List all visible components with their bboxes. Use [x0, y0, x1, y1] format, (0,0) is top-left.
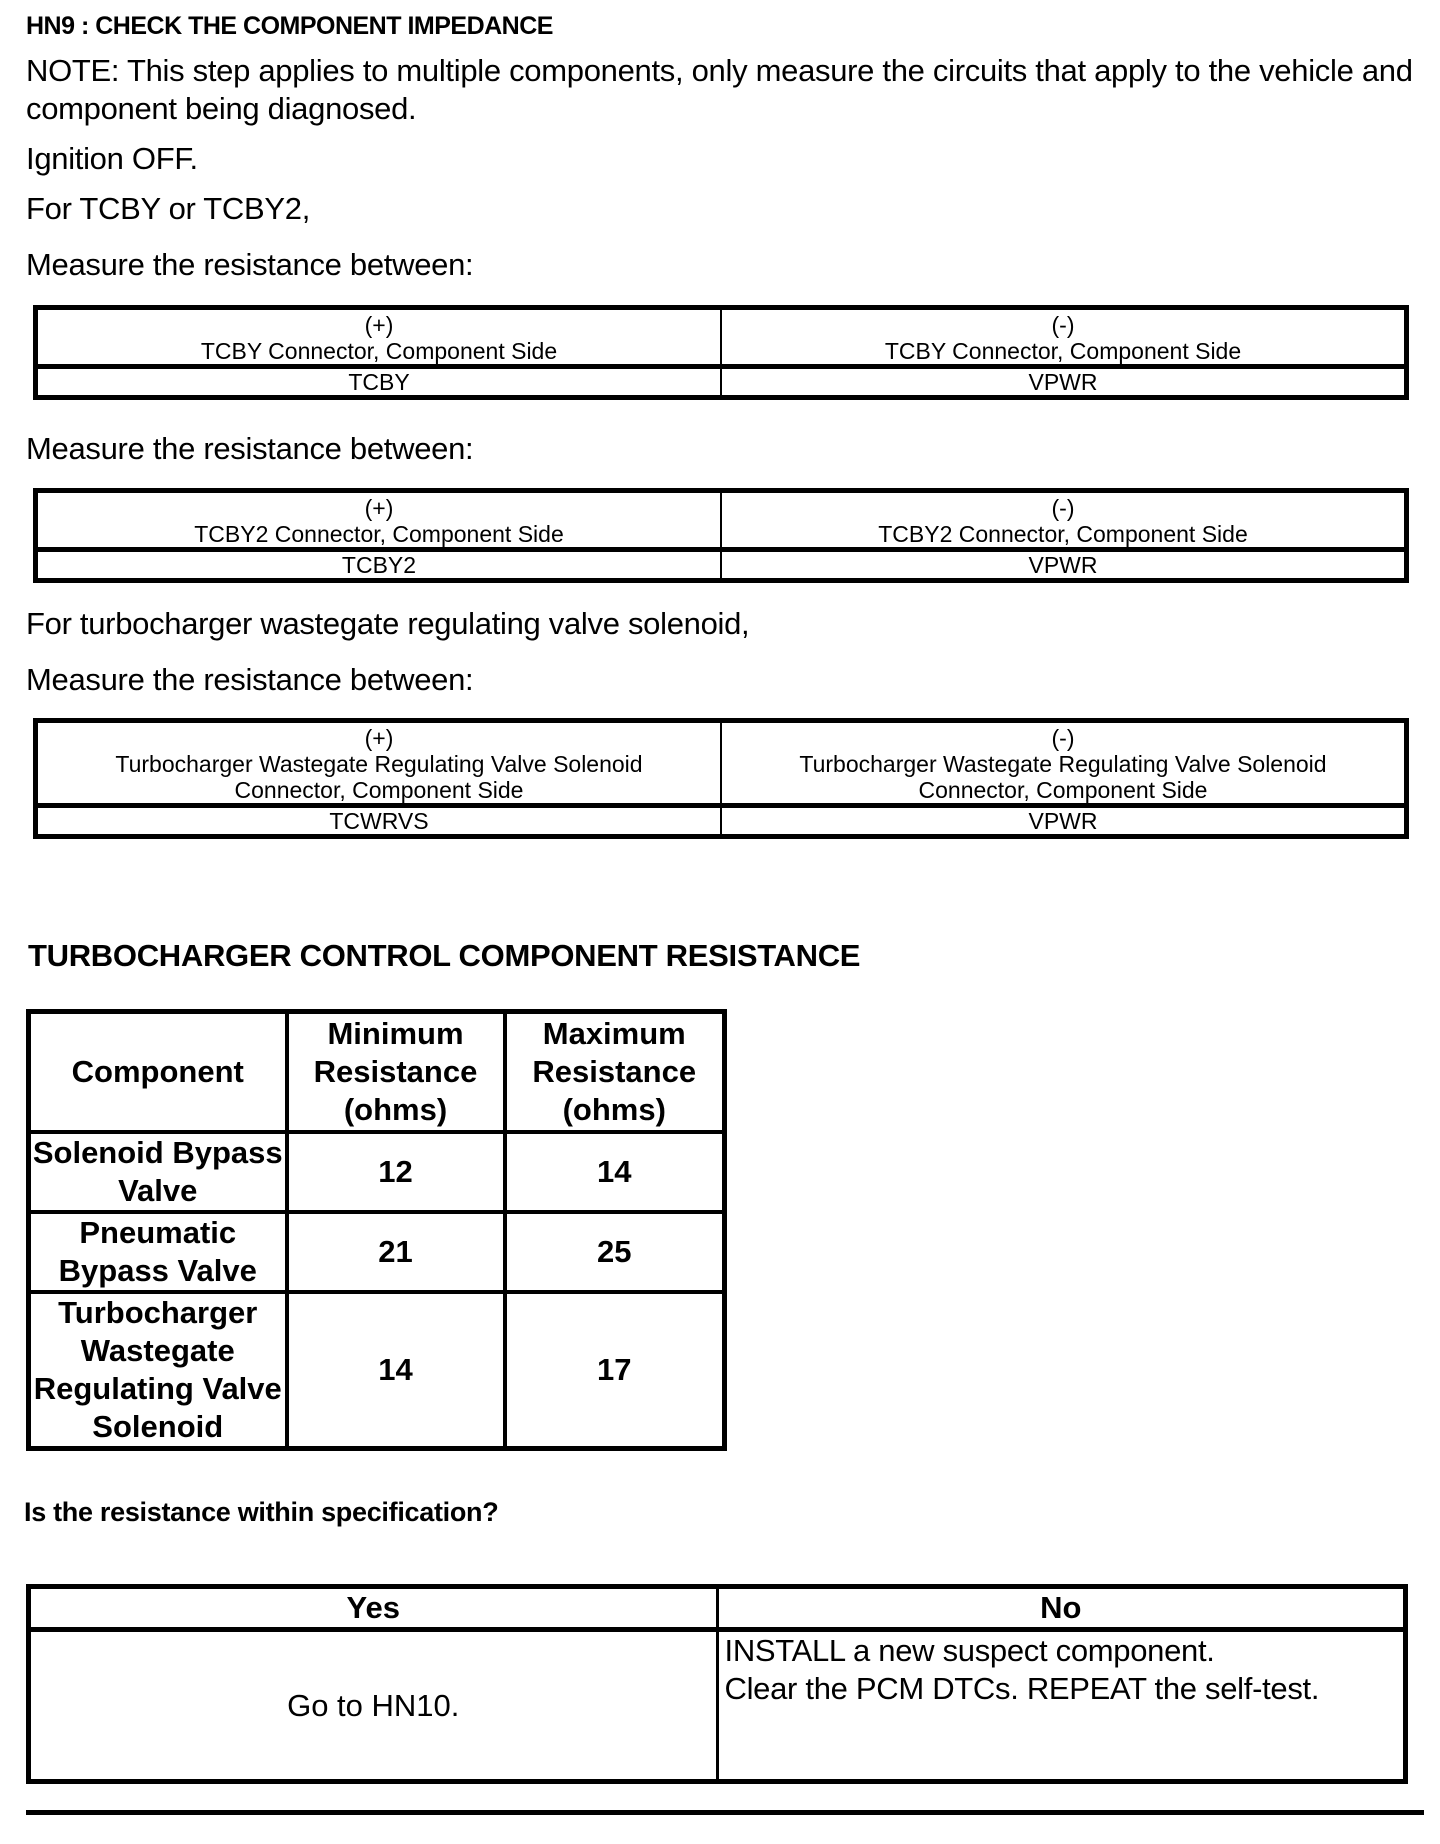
- minus-sign: (-): [1051, 725, 1075, 751]
- minus-connector-label: TCBY2 Connector, Component Side: [878, 521, 1248, 547]
- ignition-instruction: Ignition OFF.: [26, 141, 198, 176]
- table-row: [36, 367, 1407, 398]
- plus-sign: (+): [364, 725, 394, 751]
- decision-table: [26, 1584, 1408, 1784]
- no-action-cell: [717, 1630, 1406, 1782]
- max-resistance: 25: [505, 1212, 725, 1292]
- bottom-divider: [26, 1810, 1424, 1815]
- minus-sign: (-): [1051, 312, 1075, 338]
- step-title: HN9 : CHECK THE COMPONENT IMPEDANCE: [26, 12, 553, 40]
- plus-connector-cell: [36, 721, 722, 806]
- plus-connector-label-cont: Connector, Component Side: [234, 777, 524, 803]
- minus-connector-cell: [721, 308, 1407, 367]
- min-resistance: 12: [287, 1132, 505, 1212]
- measure-label: Measure the resistance between:: [26, 662, 474, 697]
- plus-connector-label: TCBY Connector, Component Side: [200, 338, 558, 364]
- minus-pin: VPWR: [721, 806, 1407, 837]
- tcwrvs-measurement-table: [33, 718, 1409, 839]
- table-header-row: [29, 1012, 725, 1133]
- minus-connector-label: TCBY Connector, Component Side: [884, 338, 1242, 364]
- measure-label: Measure the resistance between:: [26, 247, 474, 282]
- header-component: Component: [29, 1012, 287, 1133]
- minus-pin: VPWR: [721, 550, 1407, 581]
- table-row: [36, 308, 1407, 367]
- turbo-applicability: For turbocharger wastegate regulating valve solenoid,: [26, 606, 750, 641]
- table-row: [36, 491, 1407, 550]
- table-row: [36, 721, 1407, 806]
- plus-connector-cell: [36, 491, 722, 550]
- table-row: [36, 806, 1407, 837]
- minus-pin: VPWR: [721, 367, 1407, 398]
- decision-question: Is the resistance within specification?: [24, 1497, 499, 1527]
- plus-pin: TCWRVS: [329, 808, 429, 834]
- component-name: Pneumatic Bypass Valve: [29, 1212, 287, 1292]
- plus-sign: (+): [364, 312, 394, 338]
- yes-action-link[interactable]: Go to HN10.: [287, 1687, 460, 1723]
- table-header-row: [29, 1587, 1406, 1630]
- no-action-line-1: INSTALL a new suspect component.: [724, 1633, 1215, 1668]
- table-row: [29, 1212, 725, 1292]
- header-max-resistance: Maximum Resistance (ohms): [505, 1012, 725, 1133]
- minus-sign: (-): [1051, 495, 1075, 521]
- no-action-line-2: Clear the PCM DTCs. REPEAT the self-test.: [724, 1671, 1320, 1706]
- no-header: No: [717, 1587, 1406, 1630]
- component-name: Solenoid Bypass Valve: [29, 1132, 287, 1212]
- table-row: [36, 550, 1407, 581]
- plus-pin: TCBY: [348, 369, 410, 395]
- minus-connector-label: Turbocharger Wastegate Regulating Valve Solenoid: [799, 751, 1327, 777]
- plus-connector-label: TCBY2 Connector, Component Side: [194, 521, 564, 547]
- spec-table-title: TURBOCHARGER CONTROL COMPONENT RESISTANCE: [28, 938, 861, 973]
- plus-pin: TCBY2: [341, 552, 417, 578]
- min-resistance: 14: [287, 1292, 505, 1449]
- minus-connector-label-cont: Connector, Component Side: [918, 777, 1208, 803]
- table-row: [29, 1132, 725, 1212]
- max-resistance: 14: [505, 1132, 725, 1212]
- note-text: NOTE: This step applies to multiple components, only measure the circuits that apply to the vehicle and component being diagnosed.: [26, 53, 1413, 126]
- plus-connector-cell: [36, 308, 722, 367]
- min-resistance: 21: [287, 1212, 505, 1292]
- table-row: [29, 1630, 1406, 1782]
- tcby2-measurement-table: [33, 488, 1409, 583]
- tcby-measurement-table: [33, 305, 1409, 400]
- table-row: [29, 1292, 725, 1449]
- measure-label: Measure the resistance between:: [26, 431, 474, 466]
- plus-sign: (+): [364, 495, 394, 521]
- yes-header: Yes: [29, 1587, 718, 1630]
- tcby-applicability: For TCBY or TCBY2,: [26, 191, 311, 226]
- header-min-resistance: Minimum Resistance (ohms): [287, 1012, 505, 1133]
- component-name: Turbocharger Wastegate Regulating Valve Solenoid: [29, 1292, 287, 1449]
- resistance-spec-table: [26, 1009, 727, 1451]
- plus-connector-label: Turbocharger Wastegate Regulating Valve Solenoid: [115, 751, 643, 777]
- minus-connector-cell: [721, 491, 1407, 550]
- max-resistance: 17: [505, 1292, 725, 1449]
- minus-connector-cell: [721, 721, 1407, 806]
